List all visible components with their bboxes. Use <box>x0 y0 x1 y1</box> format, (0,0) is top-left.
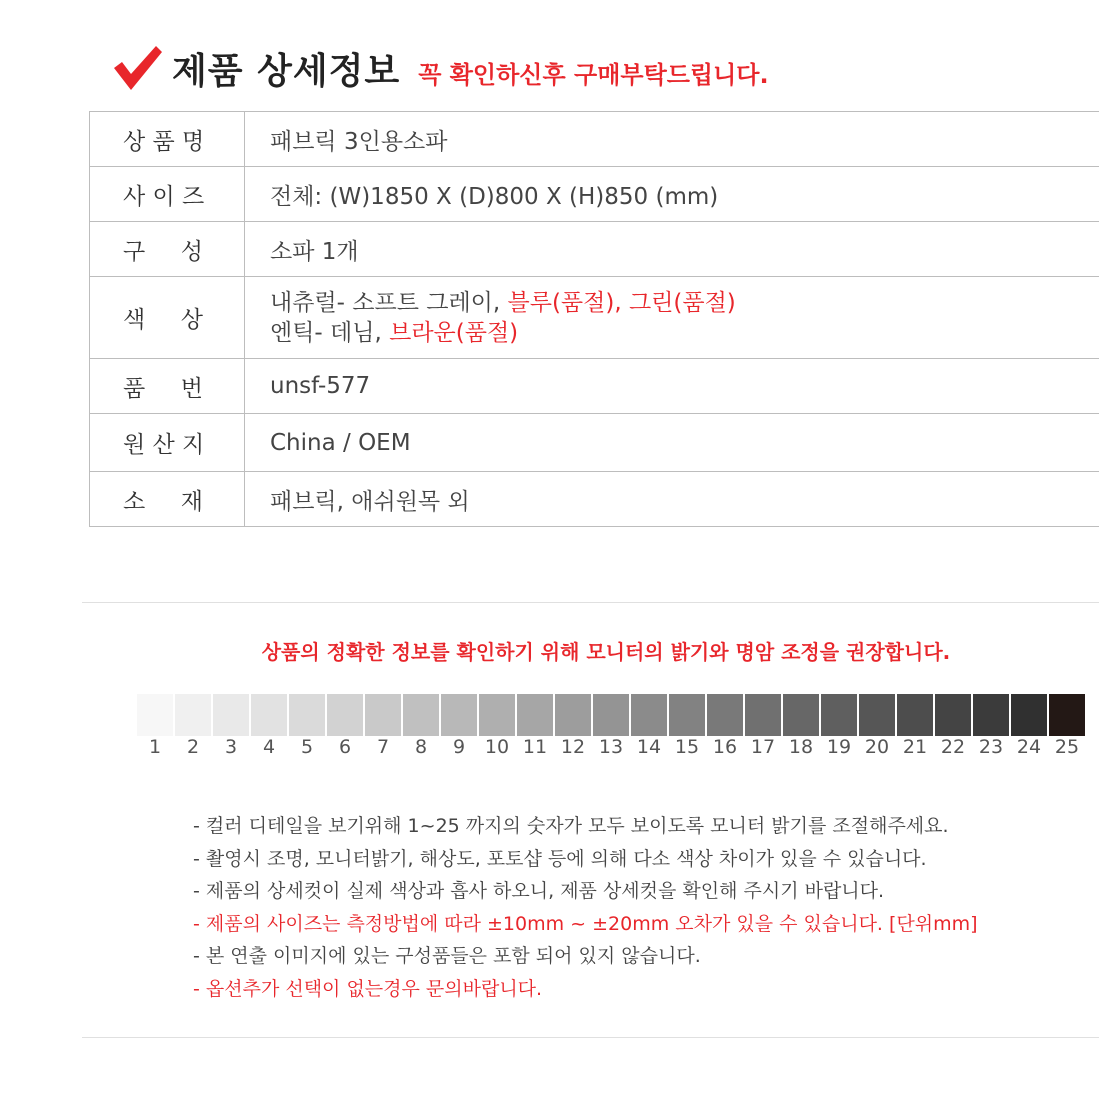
grayscale-number: 4 <box>262 736 276 758</box>
grayscale-swatch <box>555 694 591 736</box>
page-title: 제품 상세정보 <box>172 50 401 92</box>
spec-label <box>90 359 245 414</box>
grayscale-swatch <box>935 694 971 736</box>
divider <box>82 1037 1099 1038</box>
grayscale-number: 1 <box>148 736 162 758</box>
grayscale-swatch <box>289 694 325 736</box>
spec-value: 패브릭 3인용소파 <box>245 112 1099 167</box>
spec-value-color <box>245 277 1099 359</box>
spec-label-right: 상 <box>180 307 203 333</box>
grayscale-number: 19 <box>826 736 852 758</box>
section-header <box>112 38 769 98</box>
grayscale-number: 6 <box>338 736 352 758</box>
spec-value: unsf-577 <box>245 359 1099 414</box>
spec-label-right: 번 <box>180 375 203 402</box>
monitor-notice: 상품의 정확한 정보를 확인하기 위해 모니터의 밝기와 명암 조정을 권장합니다. <box>261 640 951 664</box>
spec-label: 상 품 명 <box>90 112 245 167</box>
spec-row-composition <box>90 222 1099 277</box>
spec-row-color <box>90 277 1099 359</box>
grayscale-number: 22 <box>940 736 966 758</box>
grayscale-number: 10 <box>484 736 510 758</box>
spec-label-left: 색 <box>123 307 146 333</box>
spec-row-material <box>90 472 1099 527</box>
grayscale-number: 5 <box>300 736 314 758</box>
grayscale-swatch <box>593 694 629 736</box>
grayscale-number: 13 <box>598 736 624 758</box>
divider <box>82 602 1099 603</box>
color-soldout-text: 브라운(품절) <box>389 319 519 346</box>
grayscale-swatch <box>213 694 249 736</box>
color-soldout-text: 블루(품절), 그린(품절) <box>507 289 736 316</box>
check-icon <box>112 42 164 94</box>
grayscale-number: 8 <box>414 736 428 758</box>
grayscale-swatch <box>365 694 401 736</box>
grayscale-swatch <box>137 694 173 736</box>
grayscale-number: 7 <box>376 736 390 758</box>
spec-label-left: 구 <box>123 238 146 265</box>
color-line-natural <box>270 288 1098 318</box>
note-item: - 제품의 사이즈는 측정방법에 따라 ±10mm ~ ±20mm 오차가 있을 수 있습니다. [단위mm] <box>193 912 978 935</box>
spec-row-product-name <box>90 112 1099 167</box>
spec-row-size <box>90 167 1099 222</box>
grayscale-number: 12 <box>560 736 586 758</box>
grayscale-swatch <box>517 694 553 736</box>
spec-label-right: 성 <box>180 238 203 265</box>
grayscale-swatch <box>175 694 211 736</box>
color-line-text: 내츄럴- 소프트 그레이, <box>270 289 501 316</box>
grayscale-bar <box>137 694 1087 736</box>
note-item: - 촬영시 조명, 모니터밝기, 해상도, 포토샵 등에 의해 다소 색상 차이가 있을 수 있습니다. <box>193 847 927 870</box>
spec-label-left: 소 <box>123 488 146 515</box>
spec-label <box>90 472 245 527</box>
grayscale-number: 24 <box>1016 736 1042 758</box>
grayscale-number: 9 <box>452 736 466 758</box>
spec-value: 패브릭, 애쉬원목 외 <box>245 472 1099 527</box>
grayscale-number: 21 <box>902 736 928 758</box>
note-item: - 옵션추가 선택이 없는경우 문의바랍니다. <box>193 977 543 1000</box>
color-line-antique <box>270 318 1098 348</box>
grayscale-swatch <box>479 694 515 736</box>
spec-label: 원 산 지 <box>90 414 245 472</box>
spec-row-origin <box>90 414 1099 472</box>
grayscale-number: 16 <box>712 736 738 758</box>
grayscale-swatch <box>669 694 705 736</box>
grayscale-number: 15 <box>674 736 700 758</box>
spec-label-left: 품 <box>123 375 146 402</box>
spec-table <box>89 111 1099 527</box>
grayscale-number: 11 <box>522 736 548 758</box>
notes-list <box>193 810 978 1006</box>
grayscale-number: 14 <box>636 736 662 758</box>
grayscale-swatch <box>973 694 1009 736</box>
grayscale-number: 20 <box>864 736 890 758</box>
grayscale-swatch <box>403 694 439 736</box>
grayscale-swatch <box>859 694 895 736</box>
grayscale-number: 3 <box>224 736 238 758</box>
note-item: - 제품의 상세컷이 실제 색상과 흡사 하오니, 제품 상세컷을 확인해 주시기 바랍니다. <box>193 880 885 903</box>
grayscale-swatch <box>783 694 819 736</box>
color-line-text: 엔틱- 데님, <box>270 319 382 346</box>
grayscale-swatch <box>1011 694 1047 736</box>
grayscale-number: 17 <box>750 736 776 758</box>
spec-label <box>90 222 245 277</box>
grayscale-number: 2 <box>186 736 200 758</box>
spec-label: 사 이 즈 <box>90 167 245 222</box>
grayscale-swatch <box>441 694 477 736</box>
note-item: - 컬러 디테일을 보기위해 1~25 까지의 숫자가 모두 보이도록 모니터 밝기를 조절해주세요. <box>193 815 949 837</box>
spec-value: 소파 1개 <box>245 222 1099 277</box>
grayscale-swatch <box>707 694 743 736</box>
grayscale-number: 23 <box>978 736 1004 758</box>
grayscale-number: 18 <box>788 736 814 758</box>
grayscale-swatch <box>327 694 363 736</box>
grayscale-swatch <box>1049 694 1085 736</box>
grayscale-swatch <box>251 694 287 736</box>
page-subtitle: 꼭 확인하신후 구매부탁드립니다. <box>418 60 769 89</box>
grayscale-swatch <box>821 694 857 736</box>
note-item: - 본 연출 이미지에 있는 구성품들은 포함 되어 있지 않습니다. <box>193 945 701 968</box>
grayscale-swatch <box>745 694 781 736</box>
spec-label-right: 재 <box>180 488 203 515</box>
spec-row-item-number <box>90 359 1099 414</box>
spec-value: China / OEM <box>245 414 1099 472</box>
grayscale-swatch <box>631 694 667 736</box>
spec-label <box>90 277 245 359</box>
spec-value: 전체: (W)1850 X (D)800 X (H)850 (mm) <box>245 167 1099 222</box>
grayscale-number: 25 <box>1054 736 1080 758</box>
grayscale-swatch <box>897 694 933 736</box>
